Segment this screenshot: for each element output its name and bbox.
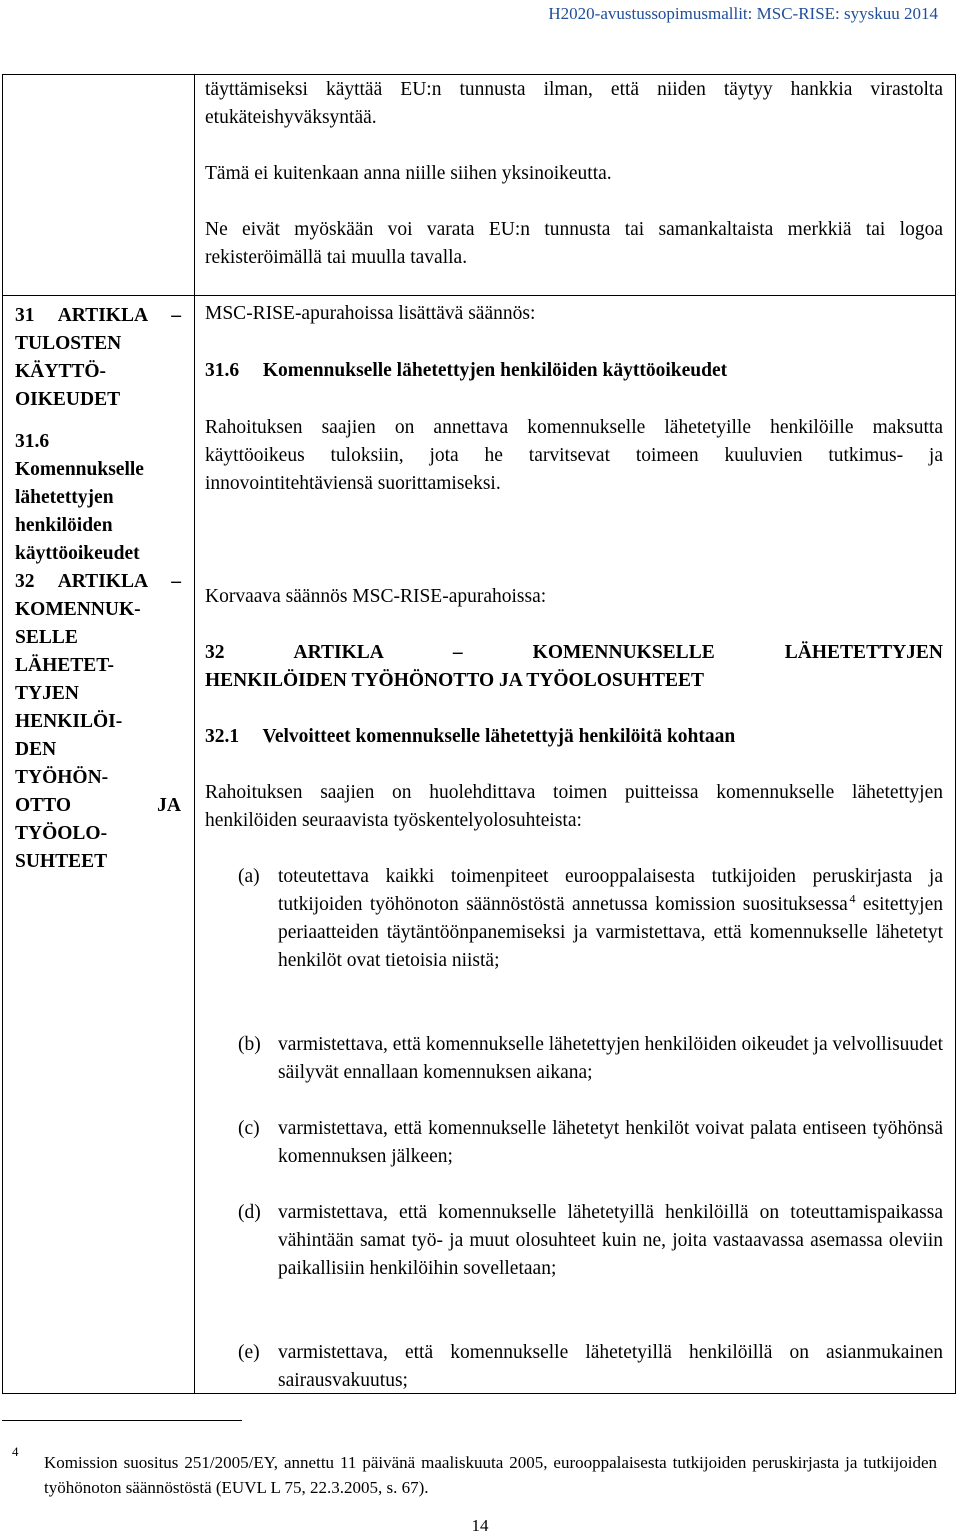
left-heading-line: 31.6 [15,431,50,452]
document-header: H2020-avustussopimusmallit: MSC-RISE: syyskuu 2014 [548,4,938,23]
heading-31-6 [205,357,943,385]
intro-wrap [205,300,943,328]
list-item-text-part: toteutettava kaikki toimenpiteet eurooppalaisesta tutkijoiden peruskirjasta ja tutkijoiden työhönoton säännöstöstä annetussa komission suosituksessa [278,866,943,915]
left-heading-line: TULOSTEN [15,333,122,354]
row1-p2-wrap [205,160,943,188]
list-item-label: (b) [238,1034,261,1055]
row-divider [3,295,955,296]
left-heading-line: käyttöoikeudet [15,543,140,564]
list-item-text: varmistettava, että komennukselle lähetettyjen henkilöiden oikeudet ja velvollisuudet säilyvät ennallaan komennuksen aikana; [278,1034,943,1083]
replace-wrap [205,583,943,611]
left-heading-line: OTTO JA [15,795,181,816]
para-32-1-wrap [205,779,943,835]
list-item-text: varmistettava, että komennukselle lähetetyillä henkilöillä on asianmukainen sairausvakuutus; [278,1342,943,1391]
heading-32-1-number: 32.1 [205,726,240,747]
left-heading-line: TYÖHÖN- [15,767,109,788]
left-heading-line: TYJEN [15,683,79,704]
row1-paragraph-3: Ne eivät myöskään voi varata EU:n tunnusta tai samankaltaista merkkiä tai logoa rekisteröimällä tai muulla tavalla. [205,219,943,268]
left-heading-line: TYÖOLO- [15,823,108,844]
left-heading-line: 32 ARTIKLA – [15,571,181,592]
left-heading-line: henkilöiden [15,515,113,536]
row1-text [205,76,943,132]
page-number: 14 [471,1516,489,1535]
list-item-label: (e) [238,1342,260,1363]
left-heading-line: SELLE [15,627,78,648]
heading-32-1-title: Velvoitteet komennukselle lähetettyjä henkilöitä kohtaan [262,726,736,747]
left-heading-line: lähetettyjen [15,487,114,508]
list-item-text-part: esitettyjen periaatteiden täytäntöönpanemiseksi ja varmistettava, että komennukselle lähetetyt henkilöt ovat tietoisia niistä; [278,894,943,971]
left-heading-line: DEN [15,739,57,760]
footnote-number: 4 [12,1444,19,1459]
left-heading-line: SUHTEET [15,851,108,872]
heading-31-6-number: 31.6 [205,360,240,381]
list-item-label: (d) [238,1202,261,1223]
row1-paragraph-2: Tämä ei kuitenkaan anna niille siihen yksinoikeutta. [205,163,612,184]
left-heading-line: HENKILÖI- [15,711,123,732]
left-heading-line: KOMENNUK- [15,599,141,620]
article-32-line-2: HENKILÖIDEN TYÖHÖNOTTO JA TYÖOLOSUHTEET [205,670,705,691]
footnote-text: Komission suositus 251/2005/EY, annettu 11 päivänä maaliskuuta 2005, eurooppalaisesta tutkijoiden peruskirjasta ja tutkijoiden työhönoton säännöstöstä (EUVL L 75, 22.3.2005, s. 67). [44,1453,937,1497]
para-31-6-wrap [205,414,943,498]
left-headings [15,302,181,876]
list-item-label: (c) [238,1118,260,1139]
list-item-label: (a) [238,866,260,887]
left-heading-line: Komennukselle [15,459,144,480]
left-heading-line: KÄYTTÖ- [15,361,107,382]
footnote-separator [2,1420,242,1421]
column-divider [194,75,195,1393]
paragraph-32-1: Rahoituksen saajien on huolehdittava toimen puitteissa komennukselle lähetettyjen henkilöiden seuraavista työskentelyolosuhteista: [205,782,943,831]
left-heading-line: 31 ARTIKLA – [15,305,181,326]
paragraph-31-6: Rahoituksen saajien on annettava komennukselle lähetetyille henkilöille maksutta käyttöoikeus tuloksiin, jota he tarvitsevat toimeen kuuluvien tutkimus- ja innovointitehtäviensä suorittamiseksi. [205,417,943,494]
article-32-line-1: 32 ARTIKLA – KOMENNUKSELLE LÄHETETTYJEN [205,642,943,663]
left-heading-line: OIKEUDET [15,389,121,410]
footnote-reference: 4 [849,891,856,906]
row1-paragraph-1: täyttämiseksi käyttää EU:n tunnusta ilman, että niiden täytyy hankkia virastolta etukäteishyväksyntää. [205,79,943,128]
left-heading-line: LÄHETET- [15,655,114,676]
list-item-text [278,863,943,975]
row1-p3-wrap [205,216,943,272]
heading-32-1 [205,723,943,751]
intro-text: MSC-RISE-apurahoissa lisättävä säännös: [205,303,536,324]
article-32-heading [205,639,943,695]
list-item-text: varmistettava, että komennukselle lähetetyt henkilöt voivat palata entiseen työhönsä komennuksen jälkeen; [278,1118,943,1167]
heading-31-6-title: Komennukselle lähetettyjen henkilöiden käyttöoikeudet [262,360,728,381]
list-item-text: varmistettava, että komennukselle lähetetyillä henkilöillä on toteuttamispaikassa vähintään samat työ- ja muut olosuhteet kuin ne, joita vastaavassa asemassa oleviin paikallisiin henkilöihin sovelletaan; [278,1202,943,1279]
replacement-text: Korvaava säännös MSC-RISE-apurahoissa: [205,586,547,607]
